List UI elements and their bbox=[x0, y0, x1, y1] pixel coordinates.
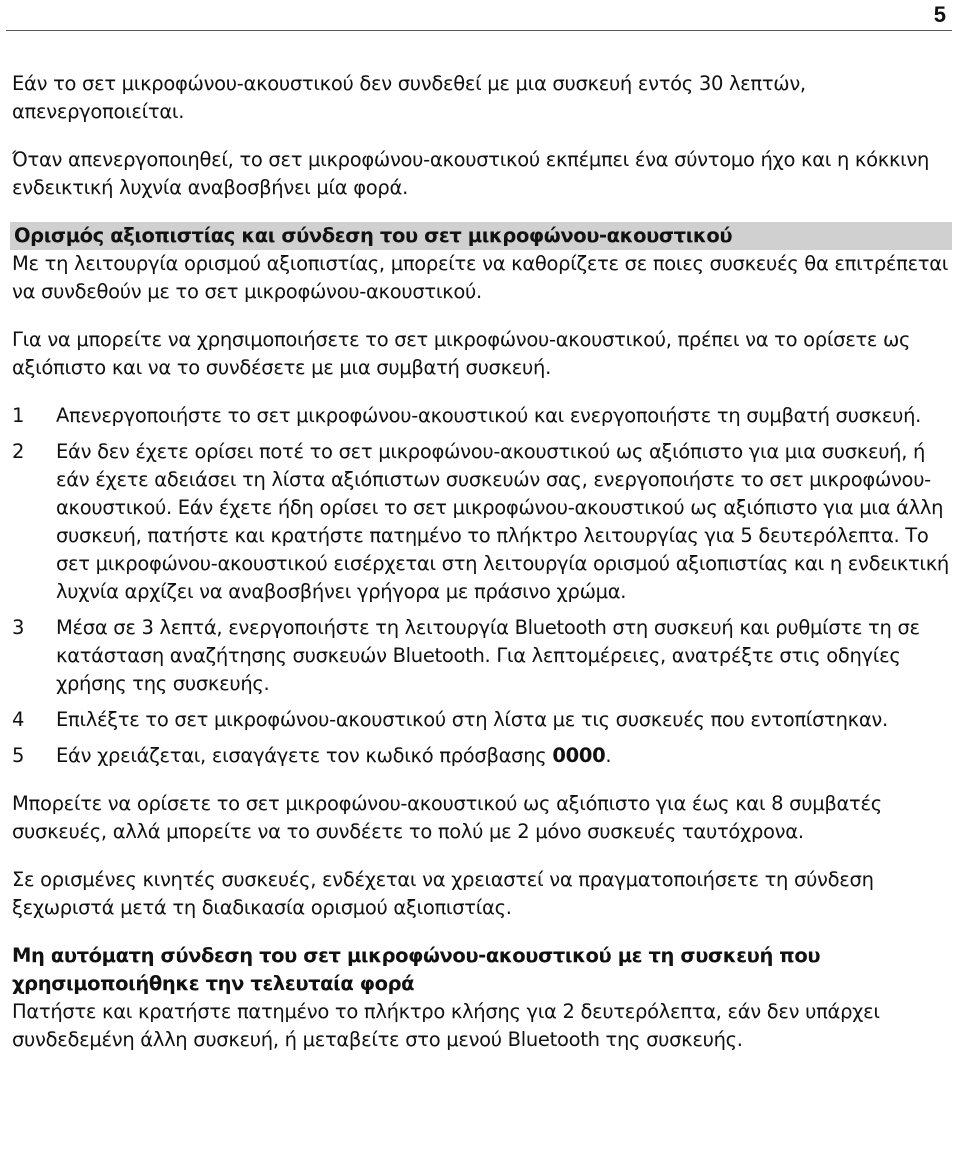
step-number: 2 bbox=[12, 440, 25, 463]
manual-connect-paragraph: Πατήστε και κρατήστε πατημένο το πλήκτρο κλήσης για 2 δευτερόλεπτα, εάν δεν υπάρχει συνδεδεμένη άλλη συσκευή, ή μεταβείτε στο μενού Bluetooth της συσκευής. bbox=[12, 1000, 880, 1051]
page-content bbox=[12, 70, 952, 1054]
intro-paragraph-1: Εάν το σετ μικροφώνου-ακουστικού δεν συνδεθεί με μια συσκευή εντός 30 λεπτών, απενεργοποιείται. bbox=[12, 72, 806, 123]
step-text: Μέσα σε 3 λεπτά, ενεργοποιήστε τη λειτουργία Bluetooth στη συσκευή και ρυθμίστε τη σε κατάσταση αναζήτησης συσκευών Bluetooth. Για λεπτομέρειες, ανατρέξτε στις οδηγίες χρήσης της συσκευής. bbox=[56, 616, 920, 695]
step-text: Απενεργοποιήστε το σετ μικροφώνου-ακουστικού και ενεργοποιήστε τη συμβατή συσκευή. bbox=[56, 404, 922, 427]
step-text-after-code: . bbox=[605, 744, 612, 767]
pairing-paragraph-4: Σε ορισμένες κινητές συσκευές, ενδέχεται να χρειαστεί να πραγματοποιήσετε τη σύνδεση ξεχωριστά μετά τη διαδικασία ορισμού αξιοπιστίας. bbox=[12, 868, 874, 919]
step-text-before-code: Εάν χρειάζεται, εισαγάγετε τον κωδικό πρόσβασης bbox=[56, 744, 553, 767]
step-number: 3 bbox=[12, 616, 25, 639]
step-text: Επιλέξτε το σετ μικροφώνου-ακουστικού στη λίστα με τις συσκευές που εντοπίστηκαν. bbox=[56, 708, 888, 731]
step-number: 4 bbox=[12, 708, 25, 731]
passcode: 0000 bbox=[552, 744, 606, 767]
header-rule bbox=[6, 30, 952, 31]
step-text bbox=[56, 742, 952, 770]
pairing-paragraph-1: Με τη λειτουργία ορισμού αξιοπιστίας, μπορείτε να καθορίζετε σε ποιες συσκευές θα επιτρέπεται να συνδεθούν με το σετ μικροφώνου-ακουστικού. bbox=[12, 252, 949, 303]
pairing-steps-list bbox=[12, 402, 952, 770]
list-item bbox=[12, 706, 952, 734]
section-manual-connect bbox=[12, 942, 952, 1054]
section-pairing bbox=[12, 222, 952, 922]
step-number: 5 bbox=[12, 744, 25, 767]
section-heading-pairing: Ορισμός αξιοπιστίας και σύνδεση του σετ μικροφώνου-ακουστικού bbox=[10, 222, 952, 250]
list-item bbox=[12, 614, 952, 698]
list-item bbox=[12, 438, 952, 606]
intro-paragraph-2: Όταν απενεργοποιηθεί, το σετ μικροφώνου-ακουστικού εκπέμπει ένα σύντομο ήχο και η κόκκινη ενδεικτική λυχνία αναβοσβήνει μία φορά. bbox=[12, 148, 930, 199]
list-item bbox=[12, 742, 952, 770]
step-text: Εάν δεν έχετε ορίσει ποτέ το σετ μικροφώνου-ακουστικού ως αξιόπιστο για μια συσκευή, ή εάν έχετε αδειάσει τη λίστα αξιόπιστων συσκευών σας, ενεργοποιήστε το σετ μικροφώνου-ακουστικού. Εάν έχετε ήδη ορίσει το σετ μικροφώνου-ακουστικού ως αξιόπιστο για μια άλλη συσκευή, πατήστε και κρατήστε πατημένο το πλήκτρο λειτουργίας για 5 δευτερόλεπτα. Το σετ μικροφώνου-ακουστικού εισέρχεται στη λειτουργία ορισμού αξιοπιστίας και η ενδεικτική λυχνία αρχίζει να αναβοσβήνει γρήγορα με πράσινο χρώμα. bbox=[56, 440, 949, 603]
page-number: 5 bbox=[933, 2, 946, 27]
pairing-paragraph-2: Για να μπορείτε να χρησιμοποιήσετε το σετ μικροφώνου-ακουστικού, πρέπει να το ορίσετε ως αξιόπιστο και να το συνδέσετε με μια συμβατή συσκευή. bbox=[12, 328, 911, 379]
pairing-paragraph-3: Μπορείτε να ορίσετε το σετ μικροφώνου-ακουστικού ως αξιόπιστο για έως και 8 συμβατές συσκευές, αλλά μπορείτε να το συνδέετε το πολύ με 2 μόνο συσκευές ταυτόχρονα. bbox=[12, 792, 882, 843]
step-number: 1 bbox=[12, 404, 25, 427]
list-item bbox=[12, 402, 952, 430]
section-heading-manual-connect: Μη αυτόματη σύνδεση του σετ μικροφώνου-ακουστικού με τη συσκευή που χρησιμοποιήθηκε την τελευταία φορά bbox=[12, 944, 821, 995]
